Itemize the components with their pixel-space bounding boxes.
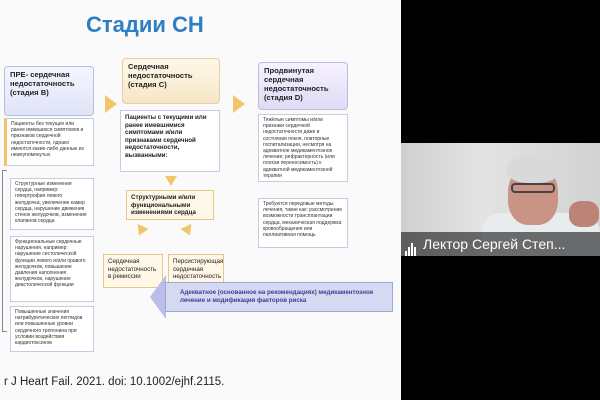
presenter-hair [507, 155, 559, 183]
slide-title: Стадии СН [86, 12, 204, 37]
stage-b-bracket [2, 170, 7, 332]
arrow-right-icon [233, 95, 245, 113]
stage-c-description: Пациенты с текущими или ранее имевшимися симптомами и/или признаками сердечной недостаточности, вызванными: [120, 110, 220, 172]
stage-b-header: ПРЕ- сердечная недостаточность (стадия В) [4, 66, 94, 116]
arrow-down-icon [133, 224, 148, 238]
microphone-level-icon [405, 233, 417, 256]
stage-c-cause: Структурными и/или функциональными изменениями сердца [126, 190, 214, 220]
participant-name-bar [401, 232, 600, 256]
stage-b-functional-note: Функциональные сердечные нарушения, например: нарушение систолической функции левого и/или правого желудочков, повышение давления наполнения желудочков, нарушение диастолической функции [10, 236, 94, 302]
presenter-hand [569, 201, 599, 227]
stage-b-structural-note: Структурные изменения сердца, например: гипертрофия левого желудочка, увеличение камер сердца, нарушение движения стенок желудочков, изменения клапанов сердца [10, 178, 94, 230]
arrow-down-icon [165, 176, 177, 186]
stage-b-description: Пациенты без текущих или ранее имевшихся симптомов и признаков сердечной недостаточности, однако имеются какие-либо данные из нижеупомянутых [4, 118, 94, 166]
stage-c-persistent: Персистирующая сердечная недостаточность [168, 254, 224, 288]
stage-d-methods: Требуются передовые методы лечения, такие как: рассмотрение возможности трансплантации сердца, механическая поддержка кровообращения или паллиативная помощь [258, 198, 348, 248]
arrow-left-icon [150, 275, 166, 319]
arrow-right-icon [105, 95, 117, 113]
presenter-glasses [511, 183, 555, 193]
stage-c-remission: Сердечная недостаточность в ремиссии [103, 254, 163, 288]
stage-d-description: Тяжёлые симптомы и/или признаки сердечной недостаточности даже в состоянии покоя, повторные госпитализации, несмотря на адекватное медикаментозное лечение; рефрактерность (или плохая переносимость) к адекватной медикаментозной терапии [258, 114, 348, 182]
citation: r J Heart Fail. 2021. doi: 10.1002/ejhf.2115. [4, 376, 225, 388]
stage-d-header: Продвинутая сердечная недостаточность (стадия D) [258, 62, 348, 110]
stage-b-biomarker-note: Повышенные значения натрийуретических пептидов или повышенные уровни сердечного тропонина при условии воздействия кардиотоксинов [10, 306, 94, 352]
therapy-arrow-label: Адекватное (основанное на рекомендациях) медикаментозное лечение и модификация факторов риска [180, 289, 374, 304]
participant-name: Лектор Сергей Степ... [423, 236, 566, 252]
stage-c-header: Сердечная недостаточность (стадия С) [122, 58, 220, 104]
arrow-down-icon [180, 224, 195, 238]
therapy-arrow [165, 282, 393, 312]
